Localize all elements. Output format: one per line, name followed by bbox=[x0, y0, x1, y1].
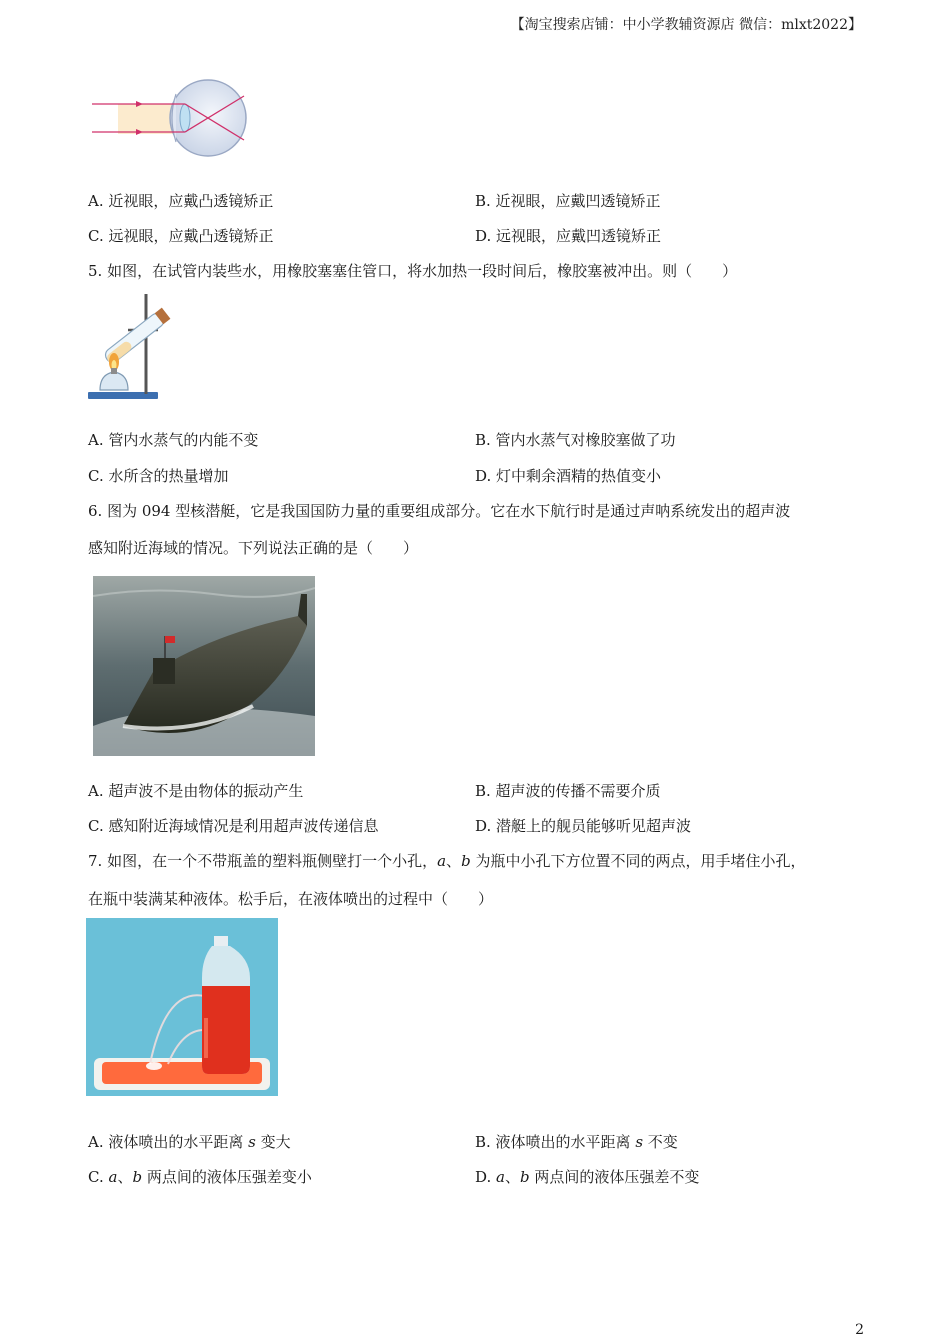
q7-option-d bbox=[475, 1167, 699, 1187]
q6-stem-line1: 6. 图为 094 型核潜艇，它是我国国防力量的重要组成部分。它在水下航行时是通过声呐系统发出的超声波 bbox=[88, 502, 791, 520]
q4-option-c: C. 远视眼，应戴凸透镜矫正 bbox=[88, 227, 274, 245]
q5-option-c: C. 水所含的热量增加 bbox=[88, 467, 229, 485]
q7-option-c-sep: 、 bbox=[117, 1168, 133, 1186]
q7-option-c-var-a: a bbox=[108, 1168, 118, 1186]
q7-option-d-post: 两点间的液体压强差不变 bbox=[529, 1168, 700, 1186]
q7-option-c-pre: C. bbox=[88, 1168, 109, 1186]
q7-option-b-post: 不变 bbox=[643, 1133, 678, 1151]
q7-option-c-post: 两点间的液体压强差变小 bbox=[142, 1168, 312, 1186]
q7-option-a-var: s bbox=[248, 1133, 256, 1151]
q6-stem-line2: 感知附近海域的情况。下列说法正确的是（ ） bbox=[88, 539, 419, 557]
page-header: 【淘宝搜索店铺：中小学教辅资源店 微信：mlxt2022】 bbox=[510, 17, 862, 33]
q7-option-a-pre: A. 液体喷出的水平距离 bbox=[88, 1133, 249, 1151]
q6-option-d: D. 潜艇上的舰员能够听见超声波 bbox=[475, 817, 692, 835]
q5-option-a: A. 管内水蒸气的内能不变 bbox=[88, 431, 259, 449]
q6-option-a: A. 超声波不是由物体的振动产生 bbox=[88, 782, 304, 800]
submarine-photo bbox=[93, 576, 315, 756]
q7-option-d-var-a: a bbox=[496, 1168, 505, 1186]
q7-option-b-pre: B. 液体喷出的水平距离 bbox=[475, 1133, 636, 1151]
q4-option-d: D. 远视眼，应戴凹透镜矫正 bbox=[475, 227, 662, 245]
q6-option-c: C. 感知附近海域情况是利用超声波传递信息 bbox=[88, 817, 379, 835]
q7-var-b: b bbox=[461, 852, 471, 870]
q7-option-d-var-b: b bbox=[520, 1168, 530, 1186]
q7-option-a-post: 变大 bbox=[255, 1133, 291, 1151]
q5-option-b: B. 管内水蒸气对橡胶塞做了功 bbox=[475, 431, 676, 449]
q7-option-b-var: s bbox=[635, 1133, 644, 1151]
bottle-photo bbox=[86, 918, 278, 1096]
q4-option-a: A. 近视眼，应戴凸透镜矫正 bbox=[88, 192, 274, 210]
page-number: 2 bbox=[855, 1322, 864, 1338]
q7-option-c-var-b: b bbox=[132, 1168, 143, 1186]
q4-option-b: B. 近视眼，应戴凹透镜矫正 bbox=[475, 192, 661, 210]
q5-stem: 5. 如图，在试管内装些水，用橡胶塞塞住管口，将水加热一段时间后，橡胶塞被冲出。则（ ） bbox=[88, 262, 738, 280]
q7-option-b bbox=[475, 1132, 678, 1152]
q7-option-d-pre: D. bbox=[475, 1168, 497, 1186]
q6-option-b: B. 超声波的传播不需要介质 bbox=[475, 782, 661, 800]
q7-stem-line1-pre: 7. 如图，在一个不带瓶盖的塑料瓶侧壁打一个小孔， bbox=[88, 852, 438, 870]
eye-diagram bbox=[88, 70, 250, 162]
q7-option-a bbox=[88, 1132, 291, 1152]
test-tube-apparatus bbox=[86, 290, 178, 402]
q7-option-d-sep: 、 bbox=[504, 1168, 520, 1186]
q7-stem-line1-post: 为瓶中小孔下方位置不同的两点，用手堵住小孔， bbox=[470, 852, 806, 870]
q7-var-a: a bbox=[437, 852, 447, 870]
q7-sep: 、 bbox=[446, 852, 462, 870]
q7-stem-line1 bbox=[88, 851, 805, 871]
q7-stem-line2: 在瓶中装满某种液体。松手后，在液体喷出的过程中（ ） bbox=[88, 890, 494, 908]
q7-option-c bbox=[88, 1167, 312, 1187]
q5-option-d: D. 灯中剩余酒精的热值变小 bbox=[475, 467, 662, 485]
